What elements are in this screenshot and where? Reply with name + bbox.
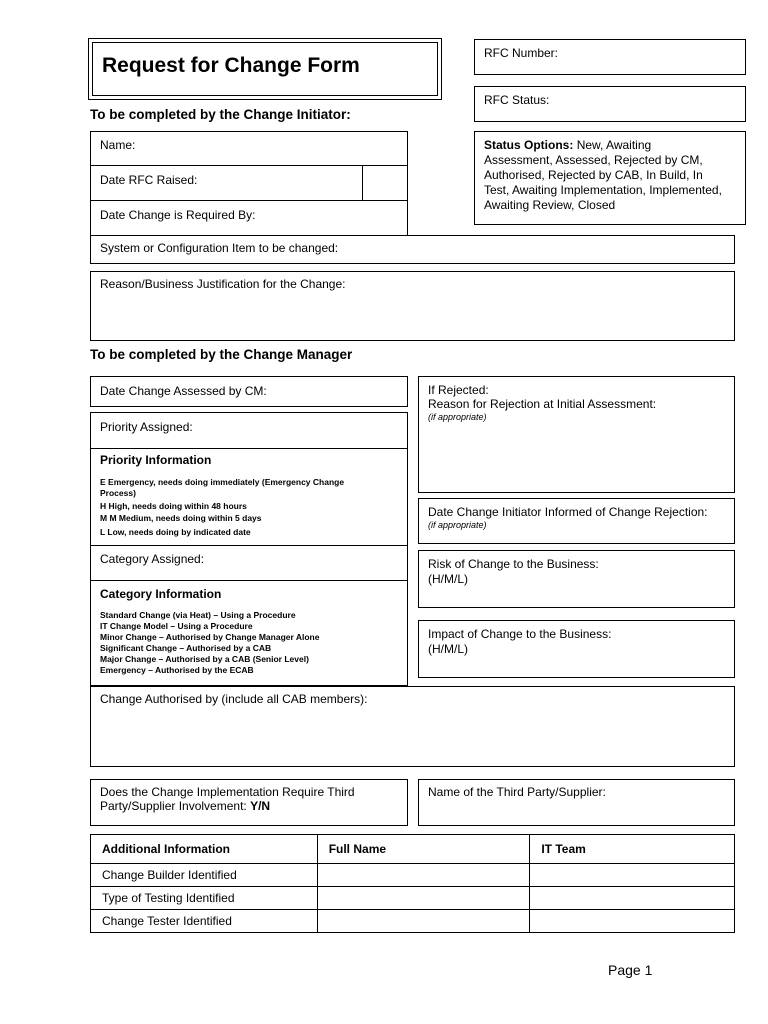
date-required-label: Date Change is Required By: (100, 208, 256, 222)
row-label: Type of Testing Identified (91, 887, 318, 910)
rfc-status-field[interactable] (474, 86, 746, 122)
impact-scale: (H/M/L) (428, 642, 468, 656)
additional-info-table (90, 834, 735, 933)
priority-line: E Emergency, needs doing immediately (Emergency Change (100, 477, 345, 487)
page-title: Request for Change Form (102, 54, 360, 77)
third-party-question-field[interactable] (90, 779, 408, 826)
it-team-cell[interactable] (530, 910, 735, 933)
full-name-cell[interactable] (317, 910, 530, 933)
risk-field[interactable] (418, 550, 735, 608)
if-appropriate-note: (if appropriate) (428, 412, 487, 422)
category-line: Significant Change – Authorised by a CAB (100, 643, 272, 653)
date-assessed-field[interactable] (90, 376, 408, 407)
table-row (91, 864, 735, 887)
if-appropriate-note: (if appropriate) (428, 520, 487, 530)
date-raised-field[interactable] (90, 165, 408, 201)
system-item-label: System or Configuration Item to be changed: (100, 241, 339, 255)
it-team-cell[interactable] (530, 887, 735, 910)
rejection-reason-label: Reason for Rejection at Initial Assessment: (428, 397, 657, 411)
table-header-row (91, 835, 735, 864)
priority-line: Process) (100, 488, 136, 498)
category-info-box (90, 580, 408, 686)
priority-line: M M Medium, needs doing within 5 days (100, 513, 262, 523)
date-raised-label: Date RFC Raised: (100, 173, 198, 187)
risk-label: Risk of Change to the Business: (428, 557, 599, 571)
rfc-number-label: RFC Number: (484, 46, 559, 60)
category-line: IT Change Model – Using a Procedure (100, 621, 253, 631)
authorised-by-field[interactable] (90, 686, 735, 767)
rejection-reason-field[interactable] (418, 376, 735, 493)
date-required-field[interactable] (90, 200, 408, 236)
priority-line: L Low, needs doing by indicated date (100, 527, 251, 537)
status-options-label: Status Options: (484, 138, 574, 152)
yn-option: Y/N (250, 799, 271, 813)
category-line: Major Change – Authorised by a CAB (Senior Level) (100, 654, 309, 664)
status-options-box (474, 131, 746, 225)
name-field[interactable] (90, 131, 408, 166)
status-options-line: Authorised, Rejected by CAB, In Build, In (484, 168, 703, 182)
supplier-name-field[interactable] (418, 779, 735, 826)
row-label: Change Tester Identified (91, 910, 318, 933)
full-name-cell[interactable] (317, 864, 530, 887)
col-header-additional-info: Additional Information (91, 835, 318, 864)
name-label: Name: (100, 138, 136, 152)
page-number: Page 1 (608, 962, 653, 978)
status-options-line: New, Awaiting (576, 138, 652, 152)
manager-heading: To be completed by the Change Manager (90, 347, 353, 362)
col-header-it-team: IT Team (530, 835, 735, 864)
table-row (91, 910, 735, 933)
third-party-question-line1: Does the Change Implementation Require Third (100, 785, 355, 799)
category-line: Standard Change (via Heat) – Using a Procedure (100, 610, 296, 620)
table-row (91, 887, 735, 910)
date-informed-field[interactable] (418, 498, 735, 544)
risk-scale: (H/M/L) (428, 572, 468, 586)
category-line: Minor Change – Authorised by Change Manager Alone (100, 632, 320, 642)
priority-line: H High, needs doing within 48 hours (100, 501, 247, 511)
third-party-question-line2: Party/Supplier Involvement: (100, 799, 247, 813)
it-team-cell[interactable] (530, 864, 735, 887)
priority-info-heading: Priority Information (100, 453, 212, 467)
impact-label: Impact of Change to the Business: (428, 627, 612, 641)
initiator-heading: To be completed by the Change Initiator: (90, 107, 351, 122)
impact-field[interactable] (418, 620, 735, 678)
status-options-line: Test, Awaiting Implementation, Implemented, (484, 183, 722, 197)
date-assessed-label: Date Change Assessed by CM: (100, 384, 267, 398)
priority-info-box (90, 448, 408, 546)
priority-assigned-field[interactable] (90, 412, 408, 449)
status-options-line: Awaiting Review, Closed (484, 198, 616, 212)
category-assigned-field[interactable] (90, 545, 408, 581)
rfc-number-field[interactable] (474, 39, 746, 75)
status-options-line: Assessment, Assessed, Rejected by CM, (484, 153, 703, 167)
priority-assigned-label: Priority Assigned: (100, 420, 193, 434)
category-assigned-label: Category Assigned: (100, 552, 205, 566)
if-rejected-label: If Rejected: (428, 383, 489, 397)
col-header-full-name: Full Name (317, 835, 530, 864)
supplier-name-label: Name of the Third Party/Supplier: (428, 785, 606, 799)
reason-field[interactable] (90, 271, 735, 341)
system-item-field[interactable] (90, 235, 735, 264)
category-info-heading: Category Information (100, 587, 222, 601)
category-line: Emergency – Authorised by the ECAB (100, 665, 254, 675)
full-name-cell[interactable] (317, 887, 530, 910)
authorised-by-label: Change Authorised by (include all CAB members): (100, 692, 368, 706)
row-label: Change Builder Identified (91, 864, 318, 887)
date-informed-label: Date Change Initiator Informed of Change Rejection: (428, 505, 708, 519)
title-box (88, 38, 442, 100)
reason-label: Reason/Business Justification for the Change: (100, 277, 346, 291)
rfc-status-label: RFC Status: (484, 93, 550, 107)
